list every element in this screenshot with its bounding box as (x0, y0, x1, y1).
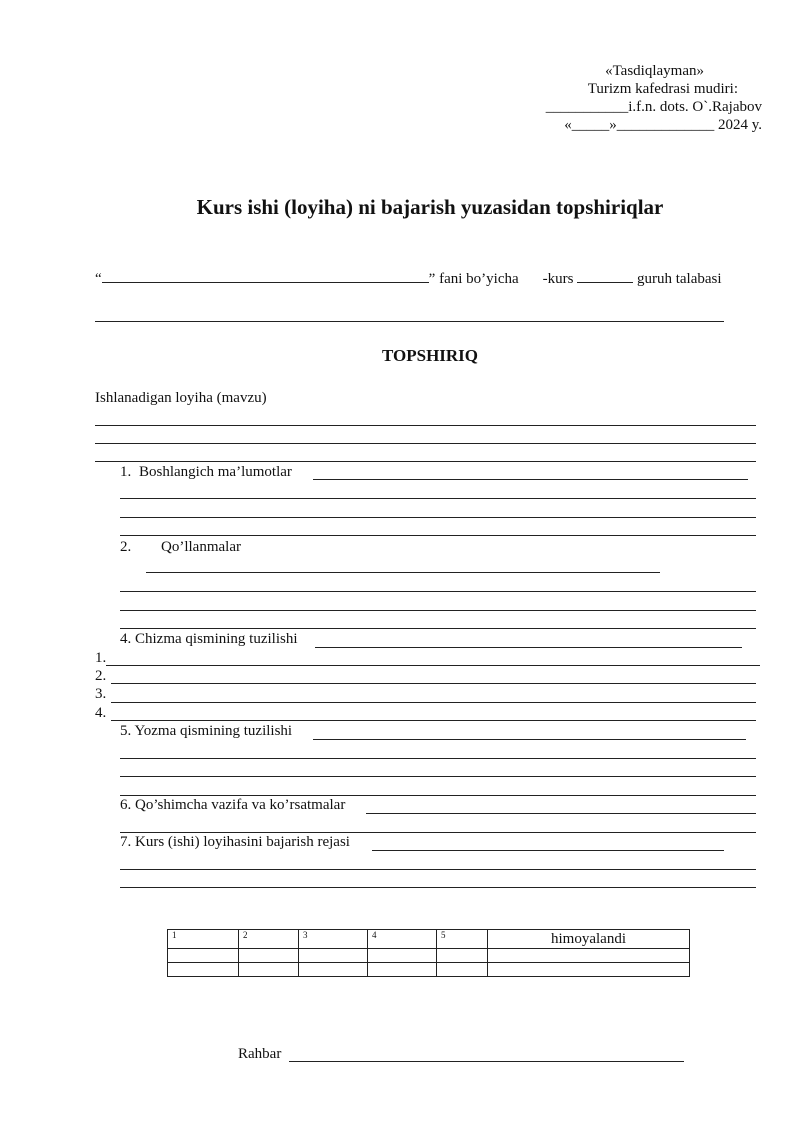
project-line[interactable] (95, 443, 756, 444)
date-day-blank: _____ (571, 117, 610, 133)
section-1-line[interactable] (313, 479, 748, 480)
grade-cell[interactable] (299, 949, 368, 963)
section-1-line[interactable] (120, 498, 756, 499)
grade-cell[interactable] (168, 949, 239, 963)
date-close-quote: » (609, 117, 617, 133)
supervisor-signature-line[interactable] (289, 1061, 684, 1062)
approval-head-name: i.f.n. dots. O`.Rajabov (628, 99, 762, 115)
section-2-line[interactable] (120, 628, 756, 629)
section-1-line[interactable] (120, 535, 756, 536)
student-name-line[interactable] (95, 321, 724, 322)
section-2-number: 2. (120, 539, 132, 555)
section-4-item-number: 4. (95, 705, 107, 721)
section-4-item-number: 1. (95, 650, 107, 666)
section-1-line[interactable] (120, 517, 756, 518)
section-6-heading: 6. Qo’shimcha vazifa va ko’rsatmalar (120, 797, 346, 813)
group-blank[interactable] (577, 270, 633, 283)
section-5-line[interactable] (120, 776, 756, 777)
section-4-item-line[interactable] (111, 683, 756, 684)
section-7-line[interactable] (120, 887, 756, 888)
section-7-heading: 7. Kurs (ishi) loyihasini bajarish rejasi (120, 834, 350, 850)
section-4-item-line[interactable] (111, 702, 756, 703)
section-2-line[interactable] (120, 591, 756, 592)
section-4-item-number: 2. (95, 668, 107, 684)
grade-cell[interactable] (168, 963, 239, 977)
approval-signature-blank: ___________ (545, 99, 629, 115)
section-4-item-line[interactable] (106, 665, 760, 666)
grade-col-header: 2 (239, 930, 299, 949)
date-month-blank: _____________ (616, 117, 715, 133)
section-2-label: Qo’llanmalar (161, 539, 241, 555)
approval-date (546, 116, 762, 134)
supervisor-label: Rahbar (238, 1046, 282, 1062)
approval-department: Turizm kafedrasi mudiri: (587, 81, 738, 97)
grade-cell[interactable] (239, 949, 299, 963)
section-2-line[interactable] (120, 610, 756, 611)
grade-col-header: 4 (368, 930, 437, 949)
grade-table-row (168, 949, 690, 963)
student-line (95, 270, 722, 288)
grade-cell[interactable] (239, 963, 299, 977)
grade-cell[interactable] (299, 963, 368, 977)
project-line[interactable] (95, 461, 756, 462)
section-1-heading (120, 464, 292, 481)
page-title: Kurs ishi (loyiha) ni bajarish yuzasidan topshiriqlar (196, 195, 664, 219)
grade-cell[interactable] (437, 949, 488, 963)
group-label: guruh talabasi (636, 271, 722, 287)
section-7-line[interactable] (372, 850, 724, 851)
section-6-line[interactable] (120, 832, 756, 833)
course-label: -kurs (542, 271, 574, 287)
grade-cell[interactable] (488, 949, 690, 963)
grade-cell[interactable] (437, 963, 488, 977)
section-1-number: 1. (120, 464, 132, 480)
section-2-heading (120, 539, 241, 556)
section-7-line[interactable] (120, 869, 756, 870)
section-4-heading: 4. Chizma qismining tuzilishi (120, 631, 298, 647)
subject-open-quote: “ (95, 271, 102, 287)
grade-cell[interactable] (368, 963, 437, 977)
defended-header: himoyalandi (488, 930, 690, 949)
approval-head (546, 98, 762, 116)
section-5-heading: 5. Yozma qismining tuzilishi (120, 723, 293, 739)
project-line[interactable] (95, 425, 756, 426)
grade-cell[interactable] (368, 949, 437, 963)
section-5-line[interactable] (120, 758, 756, 759)
date-year: 2024 y. (714, 117, 762, 133)
grade-col-header: 1 (168, 930, 239, 949)
subject-label: ” fani bo’yicha (428, 271, 519, 287)
subject-blank[interactable] (102, 270, 429, 283)
section-6-line[interactable] (366, 813, 756, 814)
grade-table-header-row (168, 930, 690, 949)
section-4-item-number: 3. (95, 686, 107, 702)
section-title: TOPSHIRIQ (381, 346, 479, 365)
grade-table-row (168, 963, 690, 977)
grade-col-header: 5 (437, 930, 488, 949)
section-2-line[interactable] (146, 572, 660, 573)
grade-cell[interactable] (488, 963, 690, 977)
project-label: Ishlanadigan loyiha (mavzu) (95, 390, 267, 406)
section-5-line[interactable] (120, 795, 756, 796)
grade-col-header: 3 (299, 930, 368, 949)
section-4-line[interactable] (315, 647, 742, 648)
section-5-line[interactable] (313, 739, 746, 740)
date-open-quote: « (564, 117, 572, 133)
section-1-label: Boshlangich ma’lumotlar (139, 464, 292, 480)
approval-title: «Tasdiqlayman» (605, 63, 704, 79)
approval-block (546, 62, 762, 134)
grade-table (167, 929, 690, 977)
section-4-item-line[interactable] (111, 720, 756, 721)
